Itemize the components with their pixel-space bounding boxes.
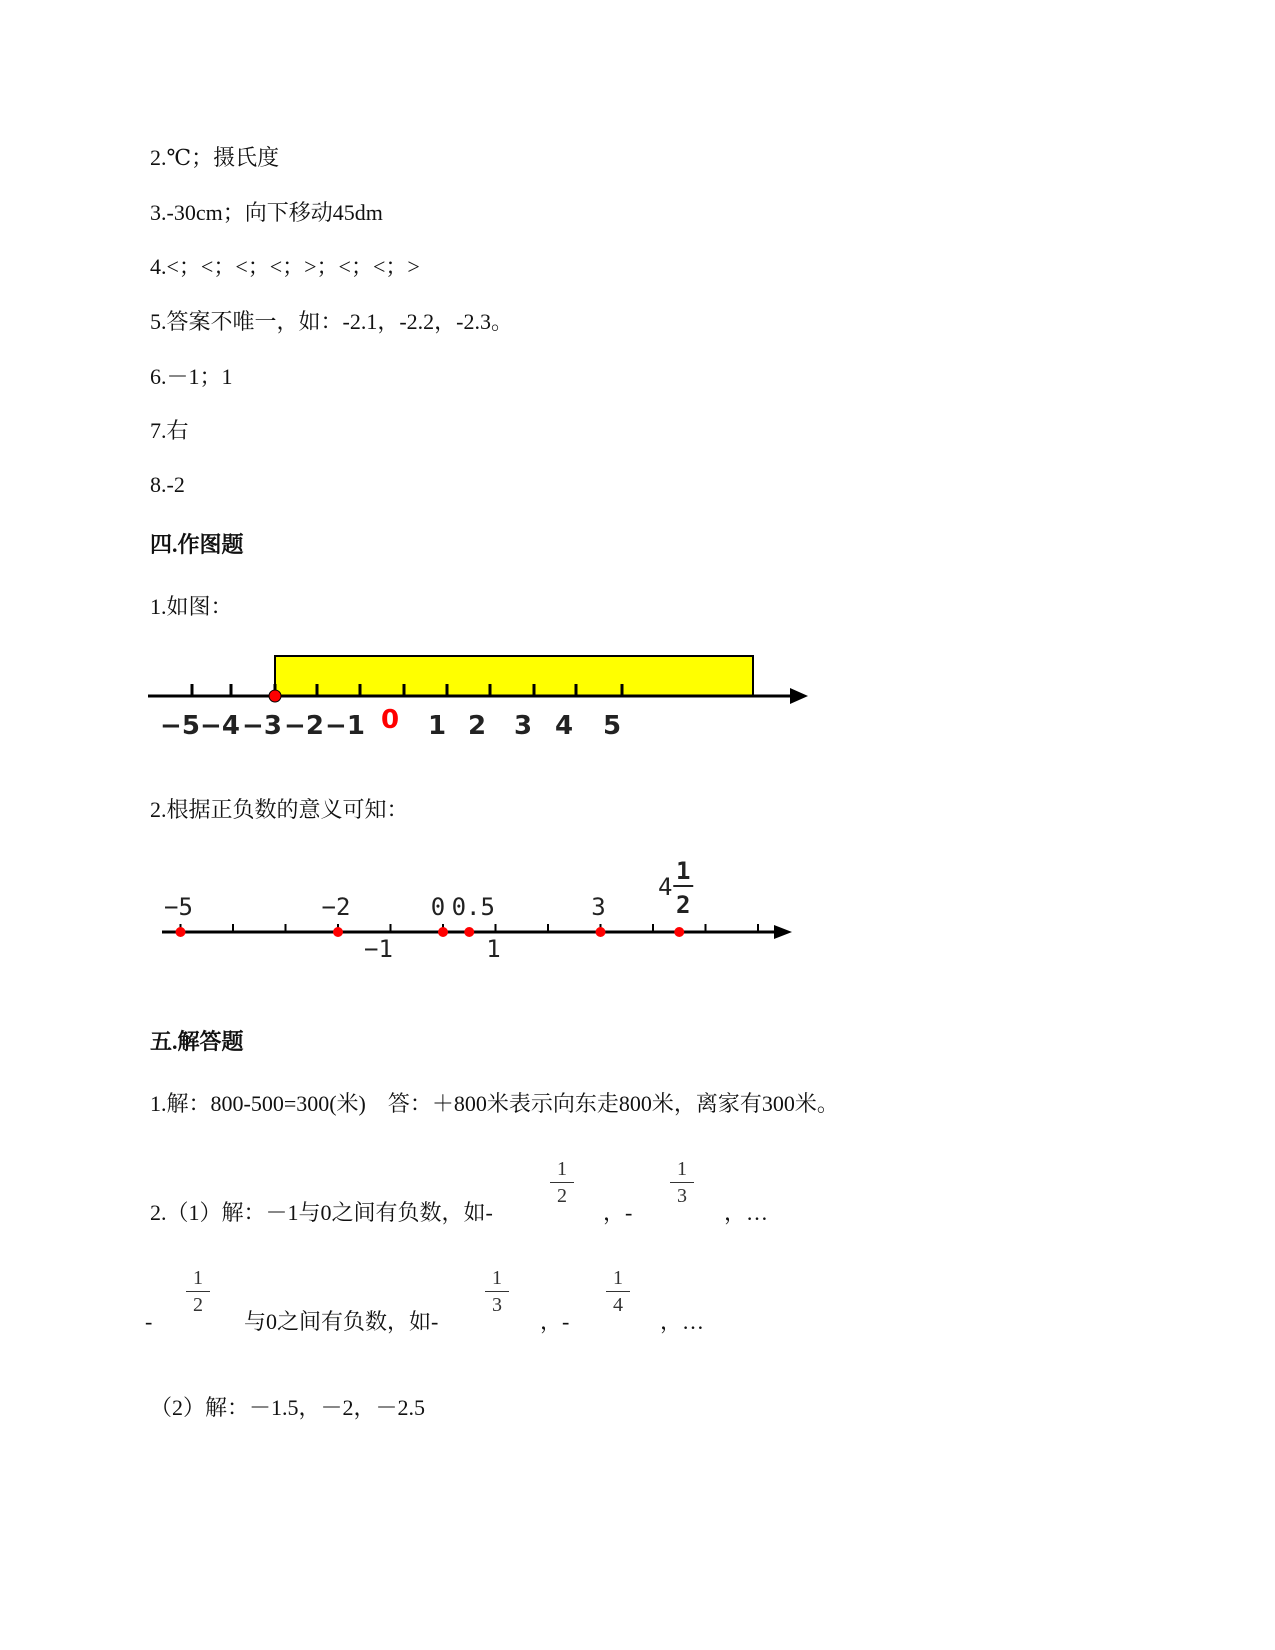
tick-label: 1 xyxy=(486,935,501,963)
data-point xyxy=(596,927,606,937)
fraction-one-third xyxy=(485,1267,509,1316)
tick-label: 0 xyxy=(380,705,400,735)
answer-item: 2.℃；摄氏度 xyxy=(150,145,280,170)
answer-q1: 1.解：800-500=300(米) 答：＋800米表示向东走800米，离家有300米。 xyxy=(150,1091,839,1116)
start-point xyxy=(269,690,281,702)
answer-item: 5.答案不唯一，如：-2.1，-2.2，-2.3。 xyxy=(150,309,513,334)
q2-part3: （2）解：－1.5，－2，－2.5 xyxy=(150,1395,426,1420)
q2-part2-sep: ，- xyxy=(540,1309,570,1334)
fraction-denominator: 2 xyxy=(557,1185,567,1207)
answer-item: 4.<；<；<；<；>；<；<；> xyxy=(150,254,420,279)
point-label: 0 xyxy=(430,893,446,921)
tick-label: −5 xyxy=(160,711,200,741)
data-point xyxy=(176,927,186,937)
axis-arrow xyxy=(774,925,792,939)
q2-part1-end: ，… xyxy=(724,1200,769,1225)
fraction-denominator: 3 xyxy=(492,1294,502,1316)
tick-label: −1 xyxy=(364,935,393,963)
fraction-one-half xyxy=(550,1158,574,1207)
tick-label: −3 xyxy=(242,711,282,741)
fraction-one-third xyxy=(670,1158,694,1207)
tick-label: 5 xyxy=(602,711,622,741)
fraction-numerator: 1 xyxy=(613,1267,623,1289)
section-heading-4: 四.作图题 xyxy=(150,532,244,557)
number-line-figure-1 xyxy=(140,640,840,750)
fraction-numerator: 1 xyxy=(557,1158,567,1180)
point-label: 0.5 xyxy=(451,893,495,921)
q2-part1-sep: ，- xyxy=(603,1200,633,1225)
fraction-one-quarter xyxy=(606,1267,630,1316)
mixed-numerator: 1 xyxy=(676,857,691,885)
point-label: 3 xyxy=(591,893,606,921)
mixed-whole: 4 xyxy=(658,873,673,901)
highlight-region xyxy=(275,656,753,696)
tick-label: 1 xyxy=(427,711,447,741)
tick-label: 2 xyxy=(467,711,487,741)
data-point xyxy=(464,927,474,937)
tick-label: 3 xyxy=(513,711,533,741)
answer-item: 3.-30cm；向下移动45dm xyxy=(150,200,383,225)
section-heading-5: 五.解答题 xyxy=(150,1029,244,1054)
fraction-one-half xyxy=(186,1267,210,1316)
fraction-numerator: 1 xyxy=(677,1158,687,1180)
number-line-figure-2 xyxy=(140,855,820,980)
tick-label: −2 xyxy=(284,711,324,741)
fraction-numerator: 1 xyxy=(492,1267,502,1289)
fraction-denominator: 2 xyxy=(193,1294,203,1316)
tick-label: −4 xyxy=(200,711,240,741)
q2-part2-end: ，… xyxy=(660,1309,705,1334)
fraction-denominator: 3 xyxy=(677,1185,687,1207)
axis-arrow xyxy=(790,688,808,704)
mixed-denominator: 2 xyxy=(676,891,691,919)
point-label: −2 xyxy=(321,893,351,921)
data-point xyxy=(333,927,343,937)
q2-part2-mid: 与0之间有负数，如- xyxy=(244,1309,439,1334)
fraction-numerator: 1 xyxy=(193,1267,203,1289)
q2-part1-prefix: 2.（1）解：－1与0之间有负数，如- xyxy=(150,1200,493,1225)
question-label: 2.根据正负数的意义可知： xyxy=(150,797,409,822)
tick-label: 4 xyxy=(554,711,574,741)
tick-label: −1 xyxy=(325,711,365,741)
answer-item: 8.-2 xyxy=(150,472,185,497)
question-label: 1.如图： xyxy=(150,594,233,619)
data-point xyxy=(438,927,448,937)
fraction-denominator: 4 xyxy=(613,1294,623,1316)
answer-item: 6.－1；1 xyxy=(150,364,233,389)
data-point xyxy=(674,927,684,937)
point-label: −5 xyxy=(164,893,193,921)
answer-item: 7.右 xyxy=(150,418,189,443)
q2-part2-prefix: - xyxy=(145,1309,153,1334)
